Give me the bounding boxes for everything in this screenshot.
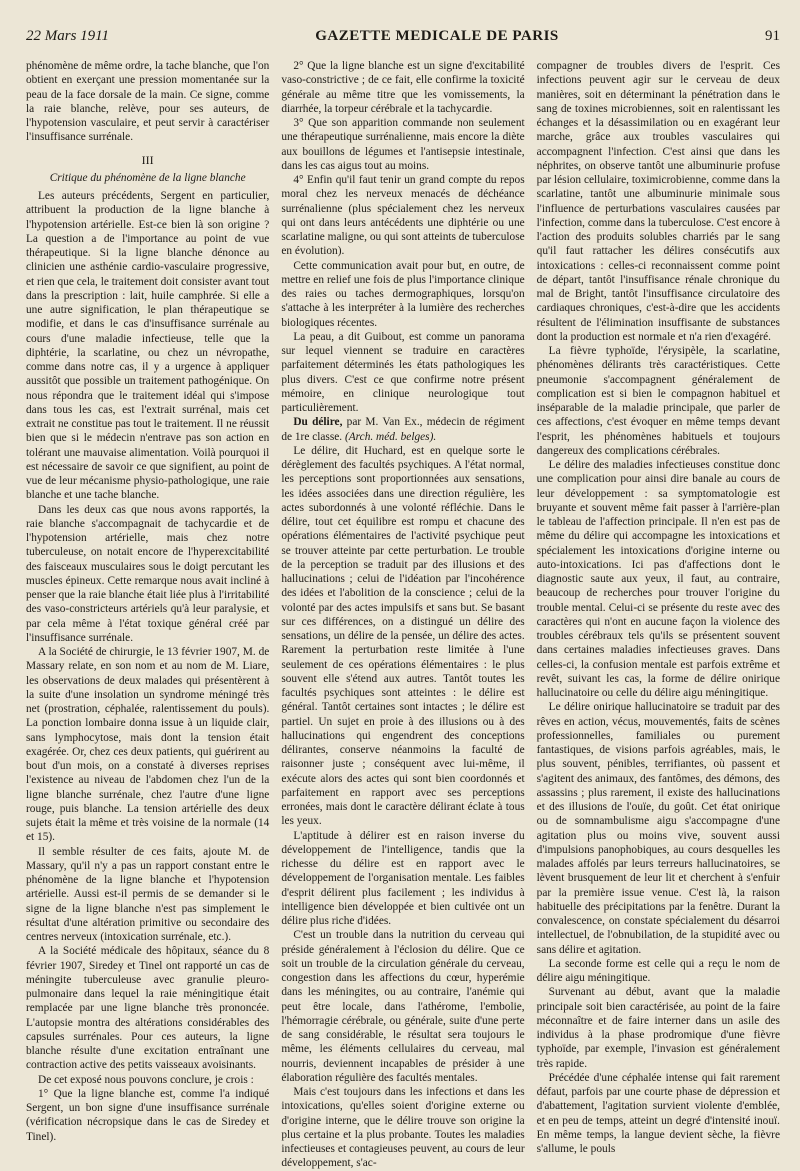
column-middle [281, 59, 525, 1170]
paragraph: Les auteurs précédents, Sergent en particulier, attribuent la production de la ligne blanche à l'hypotension artérielle. Est-ce bien là son origine ? La question a de l'importance au point de vue thérapeutique. Si la ligne blanche dénonce au clinicien une asthénie cardio-vasculaire progressive, et rien que cela, le traitement doit consister avant tout dans la prescription : lait, huile camphrée. Si elle a une autre signification, le plan thérapeutique se modifie, et dans le cas d'insuffisance surrénale au cours d'une maladie infectieuse, telle que la diphtérie, la scarlatine, ou chez un névropathe, comme dans notre cas, il y a urgence à appliquer aussitôt que possible un traitement pathogénique. On nous répondra que le traitement idéal qui s'impose dans tous les cas, est l'extrait surrénal, mais cet extrait ne constitue pas tout le traitement. Il ne réussit bien que si le médecin n'entrave pas son action en tolérant une mauvaise alimentation. Voilà pourquoi il est nécessaire de savoir ce que signifient, au point de vue de leur mécanisme physio-pathologique, une raie blanche et une tache blanche. [26, 190, 270, 502]
paragraph: A la Société médicale des hôpitaux, séance du 8 février 1907, Siredey et Tinel ont rapporté un cas de méningite tuberculeuse avec granulie pleuro-pulmonaire dans lequel la raie méningitique était remplacée par une ligne blanche très prononcée. L'autopsie montra des altérations considérables des capsules surrénales. Pour ces auteurs, la ligne blanche résulte d'une excitation entraînant une contraction active des petits vaisseaux avoisinants. [26, 945, 270, 1072]
paragraph: Le délire des maladies infectieuses constitue donc une complication pour ainsi dire banale au cours de leur développement : sa symptomatologie est bruyante et souvent même fait passer à l'arrière-plan le tableau de l'affection principale. Il n'en est pas de même du délire qui accompagne les intoxications et spécialement les intoxications d'origine interne ou auto-intoxications. Ici pas d'affections dont le diagnostic saute aux yeux, il faut, au contraire, beaucoup de recherches pour trouver l'origine du trouble mental. Celui-ci se présente du reste avec des caractères qui n'ont en aucune façon la violence des troubles cérébraux tels qu'ils se présentent souvent dans certaines maladies infectieuses graves. Dans celles-ci, la confusion mentale est parfois extrême et revêt, suivant les cas, la forme de délire onirique hallucinatoire ou celle du délire aigu méningitique. [536, 459, 780, 699]
paragraph: La fièvre typhoïde, l'érysipèle, la scarlatine, phénomènes délirants très caractéristiques. Cette pneumonie s'accompagnent généralement de complication est si bien le compagnon habituel et inséparable de la maladie principale, que parler de ces affections, c'est évoquer en même temps devant l'esprit, les phénomènes habituels et toujours dangereux des complications cérébrales. [536, 345, 780, 457]
paragraph: Cette communication avait pour but, en outre, de mettre en relief une fois de plus l'importance clinique des raies ou taches dermographiques, lorsqu'on s'attache à les interpréter à la lumière des recherches biologiques récentes. [281, 259, 525, 329]
abstract-author: par M. Van Ex., médecin de régiment de 1re classe. [281, 416, 525, 443]
paragraph: Précédée d'une céphalée intense qui fait rarement défaut, parfois par une courte phase de dépression et d'abattement, l'agitation survient violente d'emblée, et en peu de temps, atteint un degré d'intensité inouï. En même temps, la langue devient sèche, la fièvre s'allume, le pouls [536, 1071, 780, 1155]
paragraph: Le délire onirique hallucinatoire se traduit par des rêves en action, vécus, mouvementés, faits de scènes professionnelles, familiales ou purement fantastiques, de visions parfois agréables, mais, le plus souvent, pénibles, terrifiantes, où passent et s'agitent des animaux, des fantômes, des démons, des assassins ; plus rarement, il existe des hallucinations et des illusions de l'ouïe, du goût. Cet état onirique ou de somnambulisme aigu s'accompagne d'une agitation plus ou moins vive, souvent aussi d'impulsions panophobiques, au cours desquelles les malades affolés par leurs terreurs hallucinatoires, se lèvent brusquement de leur lit et cherchent à s'enfuir par la première issue venue. C'est là, la raison habituelle des précipitations par la fenêtre. Durant la convalescence, on constate spécialement du désarroi intellectuel, de l'obnubilation, de la stupidité avec ou sans délire et agitation. [536, 701, 780, 956]
paragraph: Dans les deux cas que nous avons rapportés, la raie blanche s'accompagnait de tachycardie et de l'hypotension artérielle, mais chez notre tuberculeuse, on notait encore de l'hyperexcitabilité des faisceaux musculaires sous le doigt percutant les muscles épineux. Cette remarque nous avait incliné à penser que la raie blanche était liée plus à l'irritabilité des vaso-constricteurs artériels qu'à leur paralysie, et par cela même à l'état toxique général créé par l'insuffisance surrénale. [26, 503, 270, 644]
paragraph: La seconde forme est celle qui a reçu le nom de délire aigu méningitique. [536, 957, 780, 984]
paragraph: La peau, a dit Guibout, est comme un panorama sur lequel viennent se traduire en caractères parfaitement déterminés les états pathologiques les plus divers. C'est ce que confirme notre présent mémoire, en clinique neurologique tout particulièrement. [281, 330, 525, 414]
abstract-heading [281, 415, 524, 444]
paragraph: Il semble résulter de ces faits, ajoute M. de Massary, qu'il n'y a pas un rapport constant entre le phénomène de la ligne blanche et l'hypotension artérielle. Aussi est-il permis de se demander si le signe de la ligne blanche n'est pas simplement le résultat d'une altération primitive ou secondaire des centres nerveux (intoxication surrénale, etc.). [26, 845, 270, 943]
paragraph: A la Société de chirurgie, le 13 février 1907, M. de Massary relate, en son nom et au nom de M. Liare, les observations de deux malades qui présentèrent à la suite d'une insolation un syndrome méningé très net (prostration, céphalée, ralentissement du pouls). La ponction lombaire donna issue à un liquide clair, sans lymphocytose, mais dont la tension était exagérée. Or, chez ces deux patients, qui guérirent au bout d'un mois, on a constaté à diverses reprises l'existence au niveau de l'abdomen chez l'un de la ligne blanche surrénale, chez l'autre d'une ligne rouge, puis blanche. La tension artérielle des deux sujets était la même et très voisine de la normale (14 et 15). [26, 646, 270, 844]
paragraph: C'est un trouble dans la nutrition du cerveau qui préside généralement à l'éclosion du délire. Que ce soit un trouble de la circulation générale du cerveau, congestion dans les affections du cœur, hyperémie dans les méningites, ou au contraire, l'anémie qui peut être locale, dans l'athérome, l'embolie, l'hémorragie cérébrale, ou générale, suite d'une perte de sang considérable, le résultat sera toujours le même, les éléments cellulaires du cerveau, mal nourris, deviennent incapables de présider à une élaboration régulière des facultés mentales. [281, 929, 525, 1084]
column-right [536, 59, 780, 1155]
paragraph: compagner de troubles divers de l'esprit. Ces infections peuvent agir sur le cerveau de deux manières, soit en déterminant la pénétration dans le sang de toxines microbiennes, soit en ralentissant les échanges et la désassimilation ou en exagérant leur marche, grâce aux troubles vasculaires qui accompagnent l'infection. C'est ainsi que dans les néphrites, on observe tantôt une albuminurie profuse par lésion cellulaire, toximicrobienne, comme dans la scarlatine, tantôt une albuminurie minimale sous l'influence de perturbations vasculaires causées par l'infection, comme dans la tuberculose. C'est encore à l'action des produits solubles charriés par le sang qu'il faut rattacher les délires consécutifs aux intoxications : celles-ci reconnaissent comme point de départ, tantôt l'insuffisance rénale chronique du mal de Bright, tantôt l'insuffisance circulatoire des cardiaques chroniques, c'est-à-dire que les accidents résultent de l'élimination insuffisante de substances dont la production est normale et n'a rien d'exagéré. [536, 60, 780, 343]
paragraph: Le délire, dit Huchard, est en quelque sorte le dérèglement des facultés psychiques. A l'état normal, les perceptions sont proportionnées aux sensations, les idées associées dans une direction régulière, les actes subordonnés à une volonté réfléchie. Dans le délire, tout cet équilibre est rompu et chacune des opérations élémentaires de l'activité psychique peut se trouver atteinte par cette perturbation. Le trouble de la perception se traduit par des illusions et des hallucinations ; celui de l'idéation par l'incohérence des idées et l'abolition de la conscience ; celui de la volonté par des actes impulsifs et sans but. Se basant sur ces différences, on a distingué un délire des sensations, un délire de la pensée, un délire des actes. Rarement la perturbation reste limitée à l'une seulement de ces opérations élémentaires : le plus souvent elle s'étend aux autres. Tantôt toutes les facultés psychiques sont atteintes : le délire est général. Tantôt certaines sont intactes ; le délire est partiel. Un sujet en proie à des illusions ou à des hallucinations qui engendrent des conceptions délirantes, conserve néanmoins la faculté de raisonner juste ; conséquent avec lui-même, il exécute alors des actes qui sont bien coordonnés et parfaitement en rapport avec ses perceptions erronées, mais dont le caractère délirant éclate à tous les yeux. [281, 444, 525, 828]
paragraph: 4° Enfin qu'il faut tenir un grand compte du repos moral chez les nerveux menacés de déchéance surrénalienne (plus spécialement chez les nerveux qui ont dans leurs antécédents une diphtérie ou une scarlatine maligne, ou qui sont atteints de tuberculose en évolution). [281, 174, 525, 258]
issue-date: 22 Mars 1911 [26, 28, 110, 44]
page-number: 91 [764, 28, 780, 44]
paragraph: Survenant au début, avant que la maladie principale soit bien caractérisée, au point de la faire méconnaître et de faire interner dans un asile des individus à la phase prodromique d'une fièvre typhoïde, par exemple, l'invasion est généralement très rapide. [536, 986, 780, 1070]
abstract-title: Du délire, [293, 416, 343, 429]
section-title: Critique du phénomène de la ligne blanche [49, 171, 246, 184]
paragraph: 2° Que la ligne blanche est un signe d'excitabilité vaso-constrictive ; de ce fait, elle confirme la toxicité générale au même titre que les vomissements, la diarrhée, la torpeur cérébrale et la tachycardie. [281, 60, 525, 115]
paragraph: De cet exposé nous pouvons conclure, je crois : [38, 1073, 254, 1086]
paragraph: L'aptitude à délirer est en raison inverse du développement de l'intelligence, tandis que la richesse du délire est en rapport avec le développement de l'organisation mentale. Les faibles d'esprit délirent plus facilement ; les individus à intelligence bien développée et bien cultivée ont un délire plus riche d'idées. [281, 829, 525, 927]
paragraph: 3° Que son apparition commande non seulement une thérapeutique surrénalienne, mais encore la diète aux bouillons de légumes et l'antisepsie intestinale, dans les cas aigus tout au moins. [281, 117, 525, 172]
paragraph: Mais c'est toujours dans les infections et dans les intoxications, qu'elles soient d'origine externe ou d'origine interne, que le délire trouve son origine la plus certaine et la plus probante. Toutes les maladies infectieuses et contagieuses peuvent, au cours de leur développement, s'ac- [281, 1086, 525, 1170]
section-number: III [141, 152, 154, 167]
running-header [26, 28, 780, 45]
journal-title: GAZETTE MEDICALE DE PARIS [315, 28, 559, 44]
column-left [26, 59, 270, 1143]
paragraph: phénomène de même ordre, la tache blanche, que l'on obtient en exerçant une pression momentanée sur la peau de la face dorsale de la main. Ce signe, comme la raie blanche, relève, pour ses auteurs, de l'hypotension vasculaire, et peut servir à caractériser l'insuffisance surrénale. [26, 60, 270, 144]
abstract-source: (Arch. méd. belges). [344, 430, 437, 443]
paragraph: 1° Que la ligne blanche est, comme l'a indiqué Sergent, un bon signe d'une insuffisance surrénale (vérification nécropsique dans le cas de Siredey et Tinel). [26, 1087, 270, 1143]
text-columns [26, 59, 780, 1170]
